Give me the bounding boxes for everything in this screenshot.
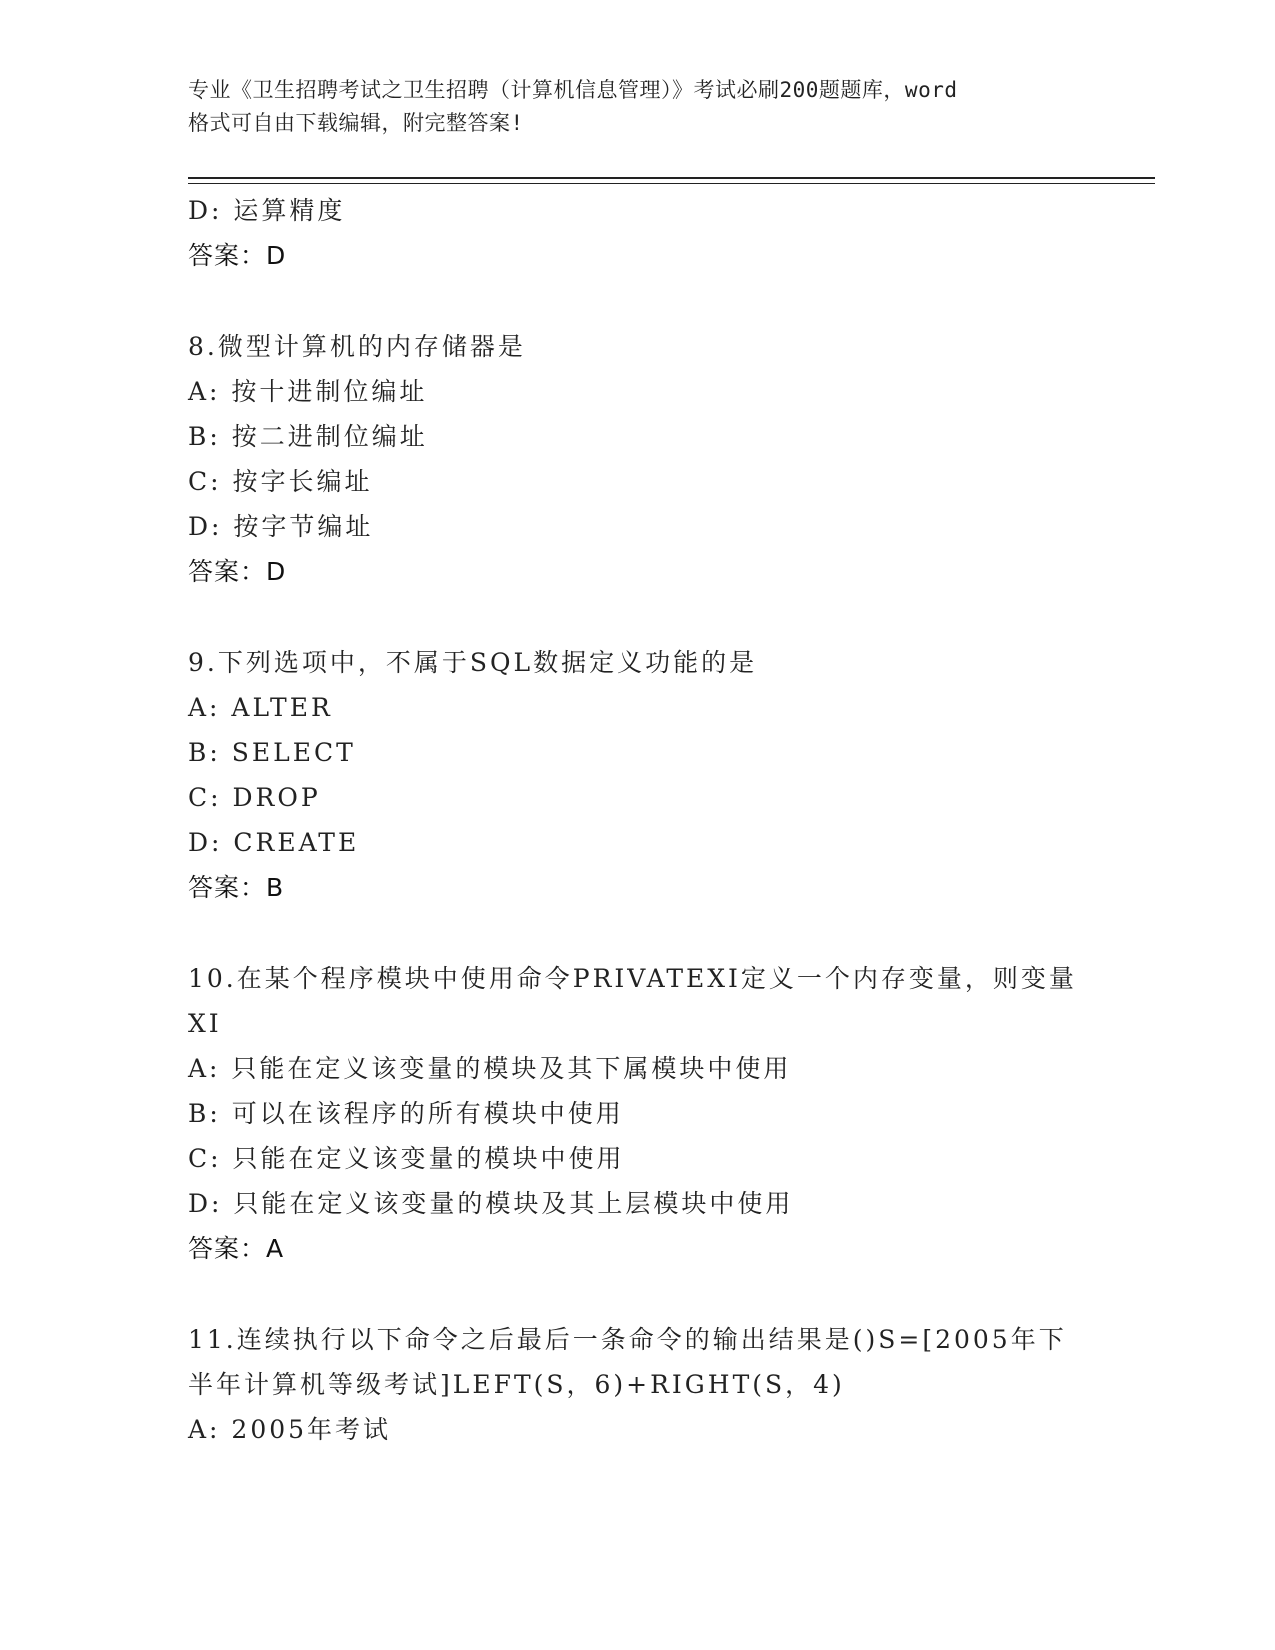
option-b: B: SELECT: [188, 738, 356, 767]
option-a: A: 只能在定义该变量的模块及其下属模块中使用: [188, 1054, 792, 1083]
answer-line: 答案：B: [188, 873, 285, 902]
question-9: [188, 640, 1088, 910]
option-c: C: 按字长编址: [188, 467, 373, 496]
question-7-tail: [188, 188, 1088, 278]
answer-line: 答案：A: [188, 1234, 285, 1263]
question-8: [188, 324, 1088, 594]
question-11: [188, 1317, 1088, 1452]
option-c: C: DROP: [188, 783, 321, 812]
option-a: A: ALTER: [188, 693, 333, 722]
answer-line: 答案：D: [188, 241, 287, 270]
option-d: D: 按字节编址: [188, 512, 374, 541]
document-header: [188, 74, 1088, 140]
option-b: B: 按二进制位编址: [188, 422, 428, 451]
question-stem-line-1: 10.在某个程序模块中使用命令PRIVATEXI定义一个内存变量，则变量: [188, 964, 1077, 993]
header-divider-thick: [188, 177, 1155, 179]
question-list: [188, 188, 1088, 1452]
option-a: A: 按十进制位编址: [188, 377, 428, 406]
option-d: D: CREATE: [188, 828, 360, 857]
header-divider-thin: [188, 183, 1155, 184]
question-spacer: [188, 594, 1088, 640]
question-stem-line-2: 半年计算机等级考试]LEFT(S，6)+RIGHT(S，4): [188, 1370, 845, 1399]
header-title-line-2: 格式可自由下载编辑，附完整答案!: [188, 111, 524, 135]
question-stem-line-2: XI: [188, 1009, 222, 1038]
question-spacer: [188, 1271, 1088, 1317]
option-a: A: 2005年考试: [188, 1415, 392, 1444]
question-spacer: [188, 278, 1088, 324]
header-title-line-1: 专业《卫生招聘考试之卫生招聘（计算机信息管理）》考试必刷200题题库，word: [188, 78, 958, 102]
question-stem: 8.微型计算机的内存储器是: [188, 332, 526, 361]
option-d: D: 只能在定义该变量的模块及其上层模块中使用: [188, 1189, 794, 1218]
option-d: D: 运算精度: [188, 196, 346, 225]
option-b: B: 可以在该程序的所有模块中使用: [188, 1099, 624, 1128]
answer-line: 答案：D: [188, 557, 287, 586]
question-stem-line-1: 11.连续执行以下命令之后最后一条命令的输出结果是()S=[2005年下: [188, 1325, 1067, 1354]
option-c: C: 只能在定义该变量的模块中使用: [188, 1144, 625, 1173]
question-spacer: [188, 910, 1088, 956]
question-stem: 9.下列选项中，不属于SQL数据定义功能的是: [188, 648, 758, 677]
question-10: [188, 956, 1088, 1271]
